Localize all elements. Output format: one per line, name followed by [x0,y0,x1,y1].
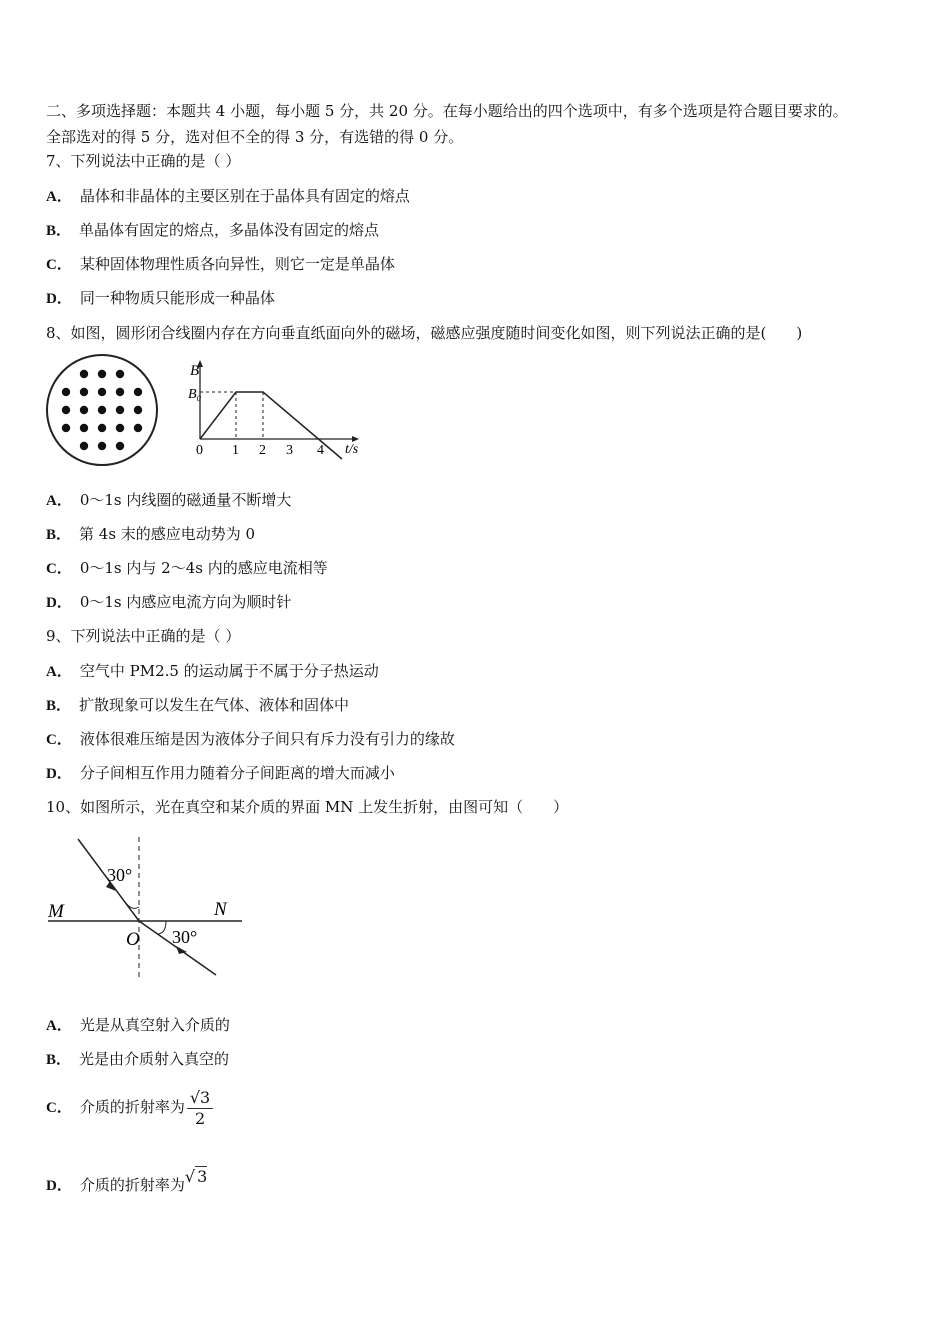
option-label: B． [46,1052,72,1068]
q10-option-b[interactable] [46,1049,229,1070]
angle1-label: 30° [107,865,133,885]
option-text: 0～1s 内与 2～4s 内的感应电流相等 [79,559,328,577]
option-label: A． [46,664,72,680]
option-text: 空气中 PM2.5 的运动属于不属于分子热运动 [79,662,379,680]
field-dot [80,424,88,432]
field-dot [116,388,124,396]
option-label: B． [46,698,72,714]
t-axis-label: t/s [345,442,359,457]
q10-option-d[interactable] [46,1167,208,1201]
option-text: 0～1s 内感应电流方向为顺时针 [79,593,292,611]
q9-stem: 9、下列说法中正确的是（ ） [46,627,241,645]
n-label: N [214,899,227,920]
o-label: O [126,929,140,950]
option-label: B． [46,223,72,239]
q7-option-c[interactable] [46,254,395,275]
b-axis-label: B [190,363,200,379]
option-label: D． [46,595,72,611]
q8-stem: 8、如图，圆形闭合线圈内存在方向垂直纸面向外的磁场，磁感应强度随时间变化如图，则下列说法正确的是( ) [46,324,803,342]
fraction-sqrt3-over-2 [187,1088,213,1129]
option-text: 0～1s 内线圈的磁通量不断增大 [79,491,292,509]
q9-option-c[interactable] [46,729,455,750]
option-label: C． [46,561,72,577]
field-dot [98,406,106,414]
q8-b-t-graph [182,355,372,465]
q7-option-d[interactable] [46,288,275,309]
field-dot [80,388,88,396]
option-text: 光是从真空射入介质的 [79,1016,230,1034]
section-instructions-line1: 二、多项选择题：本题共 4 小题，每小题 5 分，共 20 分。在每小题给出的四个选项中，有多个选项是符合题目要求的。 [46,102,848,120]
option-label: D． [46,1178,72,1194]
q7-option-b[interactable] [46,220,379,241]
q8-option-c[interactable] [46,558,328,579]
option-label: C． [46,257,72,273]
q10-stem: 10、如图所示，光在真空和某介质的界面 MN 上发生折射，由图可知（ ） [46,798,569,816]
option-text: 某种固体物理性质各向异性，则它一定是单晶体 [79,255,395,273]
fraction-numerator: √3 [187,1088,213,1109]
field-dot [134,388,142,396]
angle2-label: 30° [172,927,198,947]
option-text: 分子间相互作用力随着分子间距离的增大而减小 [79,764,395,782]
m-label: M [48,901,64,922]
field-dot [98,442,106,450]
sqrt-3: √ 3 [184,1167,208,1186]
q9-option-d[interactable] [46,763,395,784]
sqrt-radicand: 3 [197,1167,208,1186]
q10-option-a[interactable] [46,1015,230,1036]
tick-label-4: 4 [317,443,324,458]
q9-option-b[interactable] [46,695,349,716]
option-label: B． [46,527,72,543]
q8-coil-figure [44,352,160,468]
q10-refraction-figure [44,835,248,985]
option-label: C． [46,1100,72,1116]
field-dot [134,424,142,432]
option-label: D． [46,291,72,307]
option-label: C． [46,732,72,748]
field-dot [116,442,124,450]
q7-stem: 7、下列说法中正确的是（ ） [46,152,241,170]
option-text: 液体很难压缩是因为液体分子间只有斥力没有引力的缘故 [79,730,455,748]
field-dot [134,406,142,414]
field-dot [116,424,124,432]
option-label: A． [46,1018,72,1034]
field-dot [98,424,106,432]
option-text: 单晶体有固定的熔点，多晶体没有固定的熔点 [79,221,380,239]
tick-label-1: 1 [232,443,239,458]
angle2-arc [158,921,166,934]
option-text: 介质的折射率为 [79,1098,185,1116]
field-dot [80,406,88,414]
b0-label: B₀ [188,387,202,402]
field-dot [62,424,70,432]
field-dot [98,388,106,396]
field-dot [62,388,70,396]
q8-option-b[interactable] [46,524,255,545]
q8-option-d[interactable] [46,592,291,613]
option-text: 介质的折射率为 [79,1176,185,1194]
option-text: 第 4s 末的感应电动势为 0 [79,525,256,543]
section-instructions-line2: 全部选对的得 5 分，选对但不全的得 3 分，有选错的得 0 分。 [46,128,464,146]
tick-label-3: 3 [286,443,293,458]
field-dot [116,370,124,378]
option-text: 扩散现象可以发生在气体、液体和固体中 [79,696,350,714]
field-dot [116,406,124,414]
option-text: 同一种物质只能形成一种晶体 [79,289,275,307]
field-dot [80,442,88,450]
field-dot [80,370,88,378]
field-dot [62,406,70,414]
q7-option-a[interactable] [46,186,410,207]
option-label: A． [46,189,72,205]
tick-label-2: 2 [259,443,266,458]
option-text: 晶体和非晶体的主要区别在于晶体具有固定的熔点 [79,187,410,205]
q10-option-c[interactable] [46,1082,213,1133]
fraction-denominator: 2 [194,1108,206,1128]
q8-option-a[interactable] [46,490,291,511]
q9-option-a[interactable] [46,661,379,682]
magnetic-field-dots [62,370,142,450]
angle1-arc [126,903,139,908]
field-dot [98,370,106,378]
option-label: D． [46,766,72,782]
tick-label-0: 0 [196,443,203,458]
option-text: 光是由介质射入真空的 [79,1050,230,1068]
option-label: A． [46,493,72,509]
